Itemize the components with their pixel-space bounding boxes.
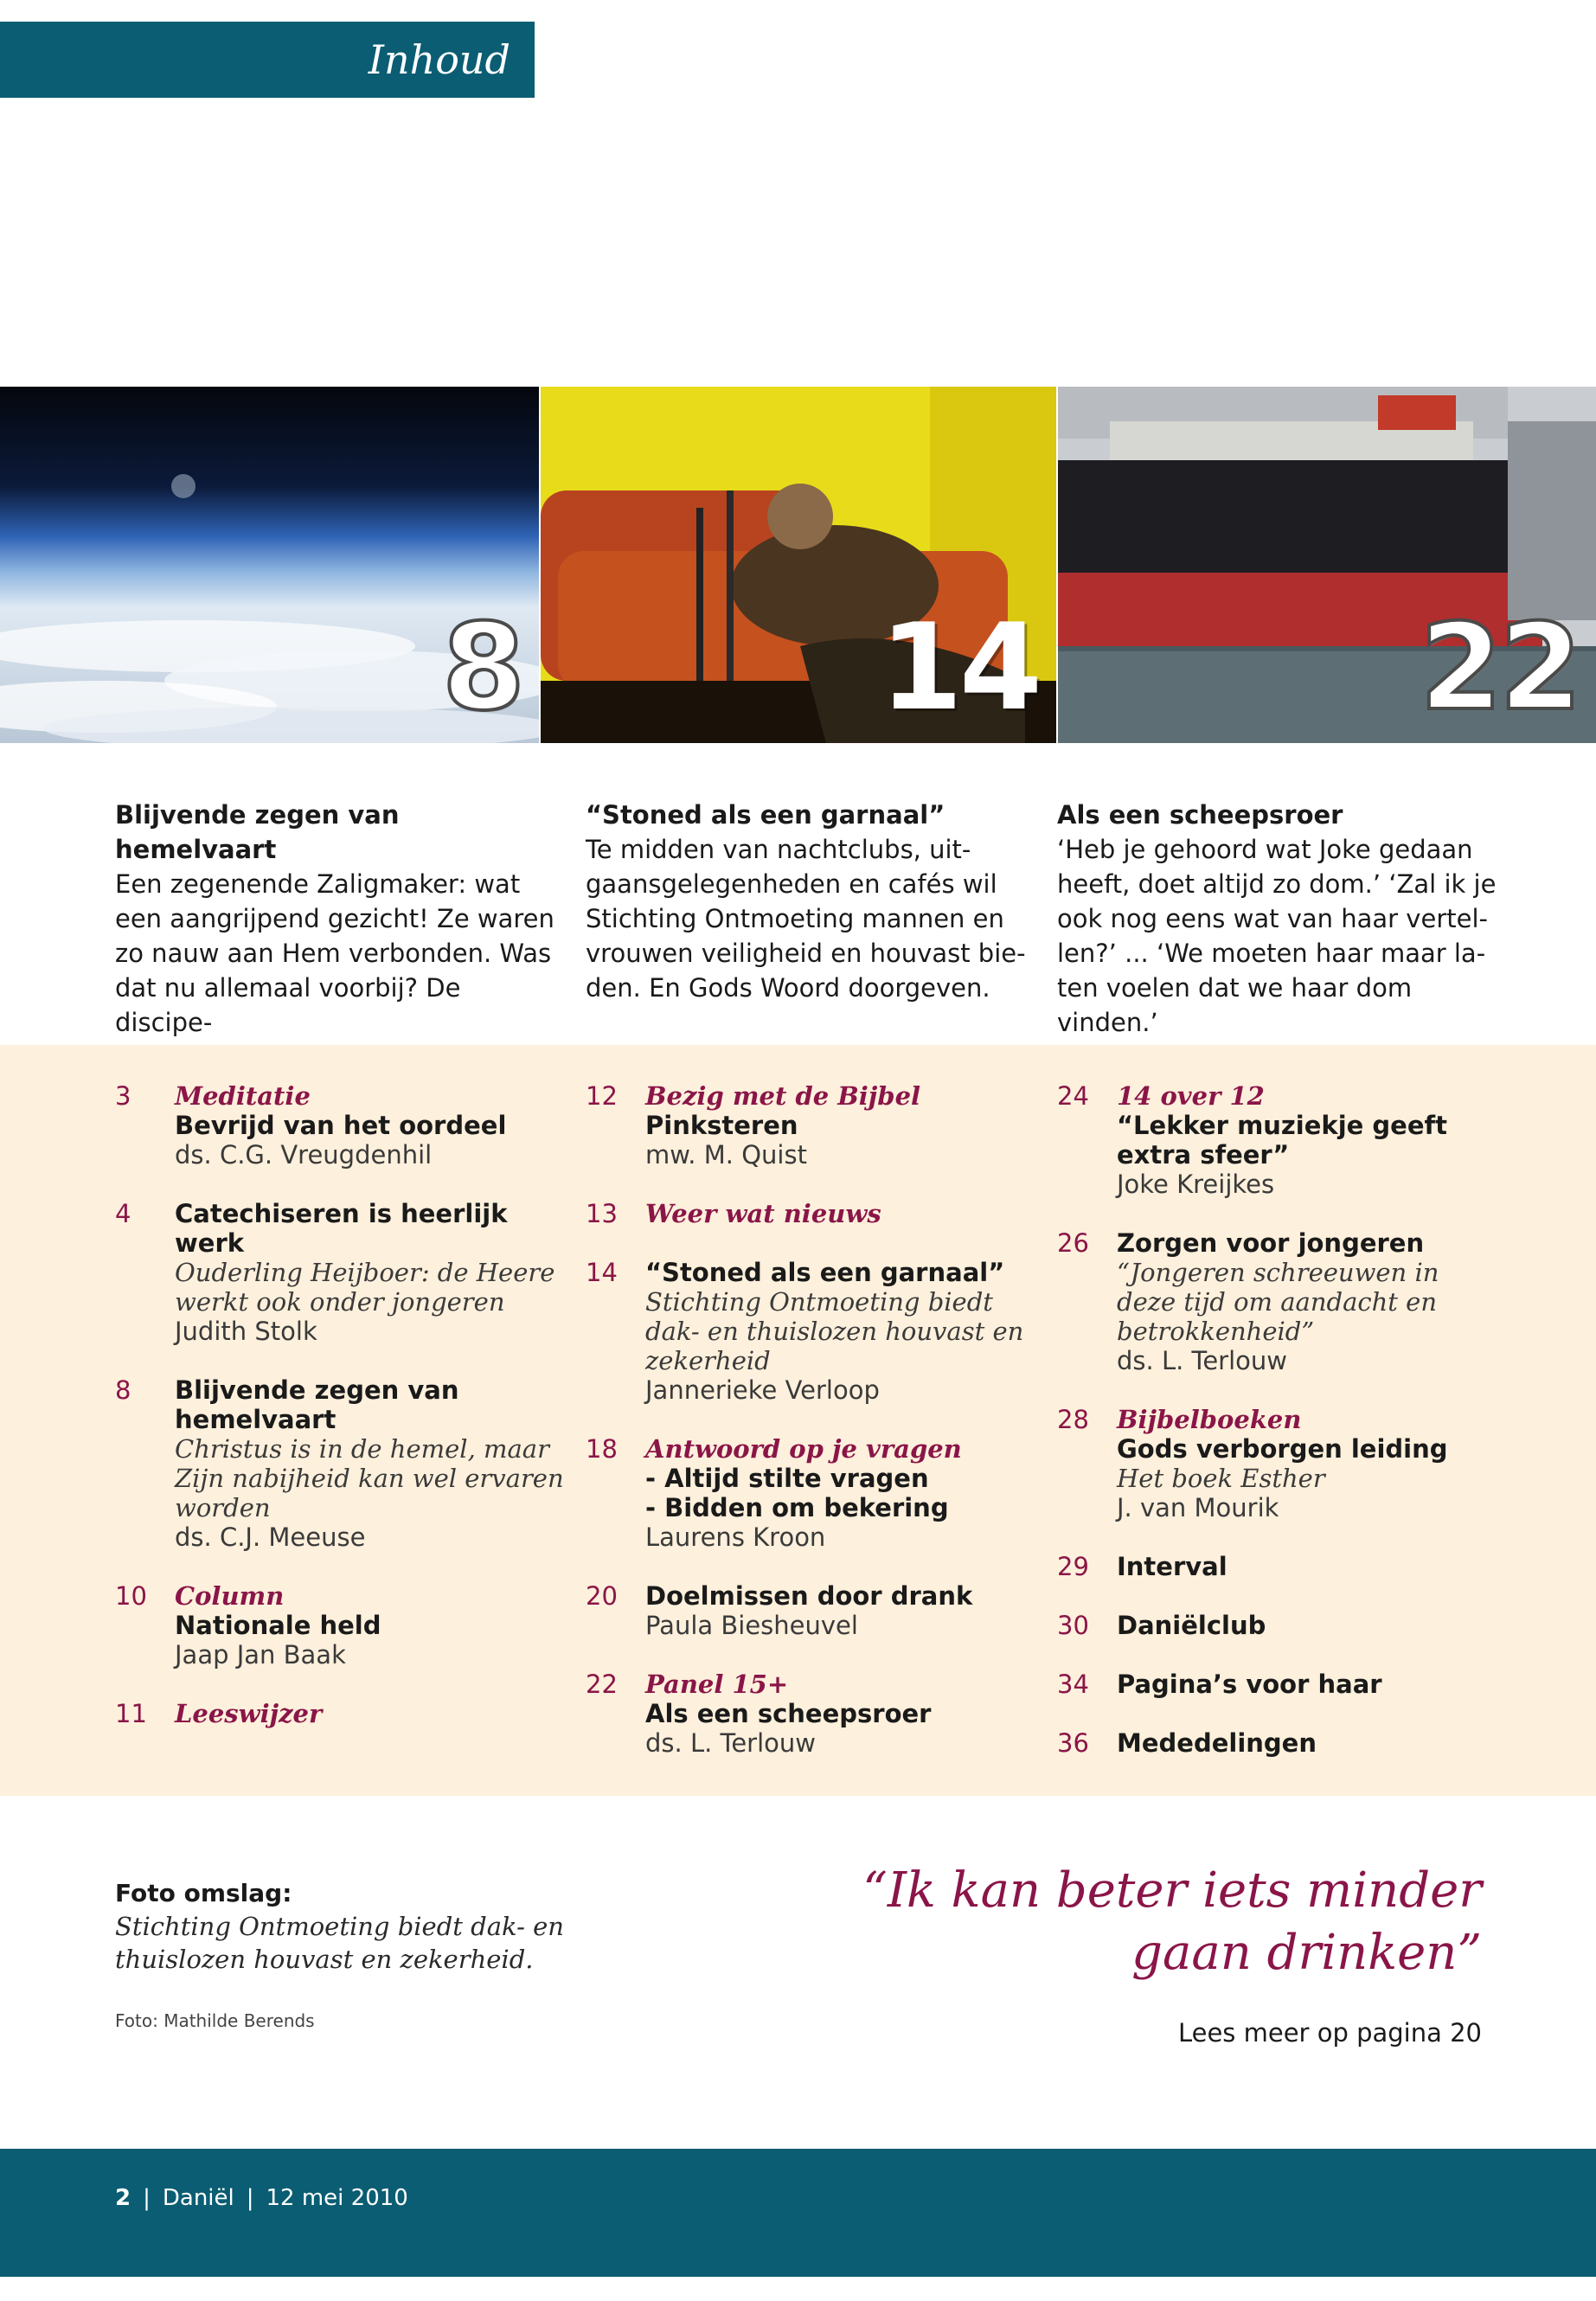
feature-text-line: vrouwen veiligheid en houvast bie-: [586, 939, 1026, 968]
toc-entry[interactable]: [115, 1581, 565, 1670]
toc-entry-heading: Bevrijd van het oordeel: [175, 1111, 507, 1140]
toc-entry-title: Column: [175, 1581, 285, 1611]
footer-page-number: 2: [115, 2185, 131, 2211]
feature-article[interactable]: [115, 798, 565, 1074]
toc-entry-author: ds. C.G. Vreugdenhil: [175, 1140, 433, 1170]
feature-text-line: Stichting Ontmoeting mannen en: [586, 904, 1004, 933]
toc-page-number: 24: [1057, 1081, 1089, 1111]
toc-page-number: 11: [115, 1699, 147, 1728]
toc-entry-heading: Als een scheepsroer: [645, 1699, 932, 1728]
read-more-link[interactable]: Lees meer op pagina 20: [1177, 2018, 1482, 2048]
toc-column: [586, 1081, 1035, 1787]
toc-column: [115, 1081, 565, 1758]
page-footer: [0, 2149, 1596, 2277]
toc-entry-title: Blijvende zegen van: [175, 1375, 459, 1405]
section-title: Inhoud: [0, 22, 535, 98]
feature-text-line: len?’ ... ‘We moeten haar maar la-: [1057, 939, 1486, 968]
toc-entry-subtitle: werkt ook onder jongeren: [175, 1287, 505, 1317]
toc-entry-heading: Gods verborgen leiding: [1117, 1434, 1448, 1464]
toc-entry-title: Antwoord op je vragen: [645, 1434, 962, 1464]
footer-separator: |: [143, 2185, 151, 2211]
feature-title: Blijvende zegen van hemelvaart: [115, 800, 400, 864]
quote-line: “Ik kan beter iets minder: [862, 1862, 1482, 1919]
pull-quote: [824, 1860, 1482, 1984]
toc-entry[interactable]: [586, 1581, 1035, 1640]
toc-page-number: 13: [586, 1199, 618, 1228]
toc-entry[interactable]: [115, 1081, 565, 1170]
cover-caption-line: Stichting Ontmoeting biedt dak- en: [115, 1912, 564, 1941]
feature-article[interactable]: [1057, 798, 1507, 1040]
toc-entry-title: Panel 15+: [645, 1670, 789, 1699]
toc-entry-heading: extra sfeer”: [1117, 1140, 1290, 1170]
feature-title: “Stoned als een garnaal”: [586, 800, 945, 830]
cover-label: Foto omslag:: [115, 1879, 292, 1907]
toc-entry-title: Catechiseren is heerlijk werk: [175, 1199, 508, 1258]
toc-entry-title: 14 over 12: [1117, 1081, 1265, 1111]
toc-entry-title: Pagina’s voor haar: [1117, 1670, 1382, 1699]
toc-entry-title: Mededelingen: [1117, 1728, 1317, 1758]
toc-page-number: 14: [586, 1258, 618, 1287]
toc-entry-author: Laurens Kroon: [645, 1522, 826, 1552]
toc-entry-subtitle: Christus is in de hemel, maar: [175, 1434, 549, 1464]
toc-entry-heading: Nationale held: [175, 1611, 381, 1640]
feature-text-line: gaansgelegenheden en cafés wil: [586, 869, 997, 899]
ship-hull-photo[interactable]: [1058, 387, 1596, 743]
featured-articles: [0, 798, 1596, 1037]
toc-entry-subtitle: Stichting Ontmoeting biedt: [645, 1287, 993, 1317]
toc-entry[interactable]: [586, 1199, 1035, 1228]
toc-entry[interactable]: [1057, 1228, 1507, 1375]
footer-magazine: Daniël: [162, 2185, 234, 2211]
toc-entry[interactable]: [115, 1199, 565, 1346]
page-number-14: 14: [879, 598, 1039, 737]
toc-page-number: 18: [586, 1434, 618, 1464]
cover-photo-info: [115, 1877, 599, 2031]
toc-entry-author: J. van Mourik: [1117, 1493, 1279, 1522]
cover-caption-line: thuislozen houvast en zekerheid.: [115, 1945, 534, 1974]
footer-separator: |: [246, 2185, 254, 2211]
earth-atmosphere-photo[interactable]: [0, 387, 539, 743]
feature-text-line: den. En Gods Woord doorgeven.: [586, 973, 990, 1003]
toc-page-number: 20: [586, 1581, 618, 1611]
toc-entry-title: Zorgen voor jongeren: [1117, 1228, 1425, 1258]
photo-credit: Foto: Mathilde Berends: [115, 2010, 315, 2031]
toc-entry[interactable]: [1057, 1081, 1507, 1199]
toc-entry-author: ds. L. Terlouw: [1117, 1346, 1287, 1375]
toc-page-number: 3: [115, 1081, 131, 1111]
toc-page-number: 29: [1057, 1552, 1089, 1581]
toc-entry-subtitle: zekerheid: [645, 1346, 771, 1375]
toc-entry-subtitle: betrokkenheid”: [1117, 1317, 1315, 1346]
feature-text-line: ook nog eens wat van haar vertel-: [1057, 904, 1488, 933]
toc-entry-title: Leeswijzer: [175, 1699, 323, 1728]
toc-entry-author: ds. C.J. Meeuse: [175, 1522, 366, 1552]
toc-entry-subtitle: Het boek Esther: [1117, 1464, 1325, 1493]
toc-entry-title: Doelmissen door drank: [645, 1581, 973, 1611]
toc-page-number: 36: [1057, 1728, 1089, 1758]
toc-entry-author: Jannerieke Verloop: [645, 1375, 880, 1405]
toc-entry-author: Paula Biesheuvel: [645, 1611, 858, 1640]
toc-page-number: 10: [115, 1581, 147, 1611]
toc-entry[interactable]: [1057, 1552, 1507, 1581]
toc-entry-author: Jaap Jan Baak: [175, 1640, 346, 1670]
toc-entry-author: mw. M. Quist: [645, 1140, 807, 1170]
toc-entry-subtitle: “Jongeren schreeuwen in: [1117, 1258, 1439, 1287]
toc-entry[interactable]: [1057, 1405, 1507, 1522]
photo-strip: [0, 387, 1596, 743]
feature-text-line: Een zegenende Zaligmaker: wat: [115, 869, 521, 899]
toc-entry[interactable]: [115, 1375, 565, 1552]
toc-page-number: 8: [115, 1375, 131, 1405]
toc-entry-heading: - Bidden om bekering: [645, 1493, 949, 1522]
toc-entry-heading: hemelvaart: [175, 1405, 337, 1434]
toc-page-number: 34: [1057, 1670, 1089, 1699]
toc-entry-subtitle: dak- en thuislozen houvast en: [645, 1317, 1024, 1346]
toc-entry-subtitle: Zijn nabijheid kan wel ervaren: [175, 1464, 564, 1493]
toc-page-number: 22: [586, 1670, 618, 1699]
page-number-8: 8: [441, 598, 522, 737]
feature-text-line: zo nauw aan Hem verbonden. Was: [115, 939, 552, 968]
quote-line: gaan drinken”: [1131, 1925, 1482, 1981]
toc-entry[interactable]: [1057, 1670, 1507, 1699]
toc-entry-heading: “Lekker muziekje geeft: [1117, 1111, 1447, 1140]
toc-page-number: 12: [586, 1081, 618, 1111]
toc-page-number: 4: [115, 1199, 131, 1228]
feature-text-line: Te midden van nachtclubs, uit-: [586, 835, 971, 864]
page-number-22: 22: [1419, 598, 1579, 737]
man-on-couch-photo[interactable]: [541, 387, 1056, 743]
feature-text-line: dat nu allemaal voorbij? De discipe-: [115, 973, 461, 1037]
toc-entry-title: Interval: [1117, 1552, 1227, 1581]
toc-entry-author: Joke Kreijkes: [1117, 1170, 1275, 1199]
toc-entry[interactable]: [115, 1699, 565, 1728]
toc-entry-subtitle: worden: [175, 1493, 271, 1522]
toc-page-number: 30: [1057, 1611, 1089, 1640]
toc-entry-author: ds. L. Terlouw: [645, 1728, 816, 1758]
toc-entry[interactable]: [1057, 1728, 1507, 1758]
toc-entry-subtitle: Ouderling Heijboer: de Heere: [175, 1258, 555, 1287]
toc-entry-title: Bezig met de Bijbel: [645, 1081, 921, 1111]
toc-entry[interactable]: [586, 1434, 1035, 1552]
footer-date: 12 mei 2010: [266, 2185, 408, 2211]
toc-page-number: 28: [1057, 1405, 1089, 1434]
feature-text-line: ‘Heb je gehoord wat Joke gedaan: [1057, 835, 1473, 864]
toc-entry-title: Bijbelboeken: [1117, 1405, 1302, 1434]
feature-text-line: ten voelen dat we haar dom vinden.’: [1057, 973, 1413, 1037]
toc-entry-heading: - Altijd stilte vragen: [645, 1464, 929, 1493]
feature-article[interactable]: [586, 798, 1035, 1005]
toc-column: [1057, 1081, 1507, 1787]
toc-entry[interactable]: [586, 1258, 1035, 1405]
toc-entry-heading: Pinksteren: [645, 1111, 798, 1140]
feature-title: Als een scheepsroer: [1057, 800, 1343, 830]
feature-text-line: heeft, doet altijd zo dom.’ ‘Zal ik je: [1057, 869, 1497, 899]
toc-entry-title: Daniëlclub: [1117, 1611, 1266, 1640]
toc-entry[interactable]: [1057, 1611, 1507, 1640]
toc-page-number: 26: [1057, 1228, 1089, 1258]
toc-entry-author: Judith Stolk: [175, 1317, 317, 1346]
feature-text-line: een aangrijpend gezicht! Ze waren: [115, 904, 554, 933]
toc-entry[interactable]: [586, 1670, 1035, 1758]
toc-entry-title: Meditatie: [175, 1081, 311, 1111]
table-of-contents: [0, 1045, 1596, 1796]
toc-entry-title: Weer wat nieuws: [645, 1199, 881, 1228]
toc-entry-title: “Stoned als een garnaal”: [645, 1258, 1005, 1287]
toc-entry[interactable]: [586, 1081, 1035, 1170]
toc-entry-subtitle: deze tijd om aandacht en: [1117, 1287, 1438, 1317]
